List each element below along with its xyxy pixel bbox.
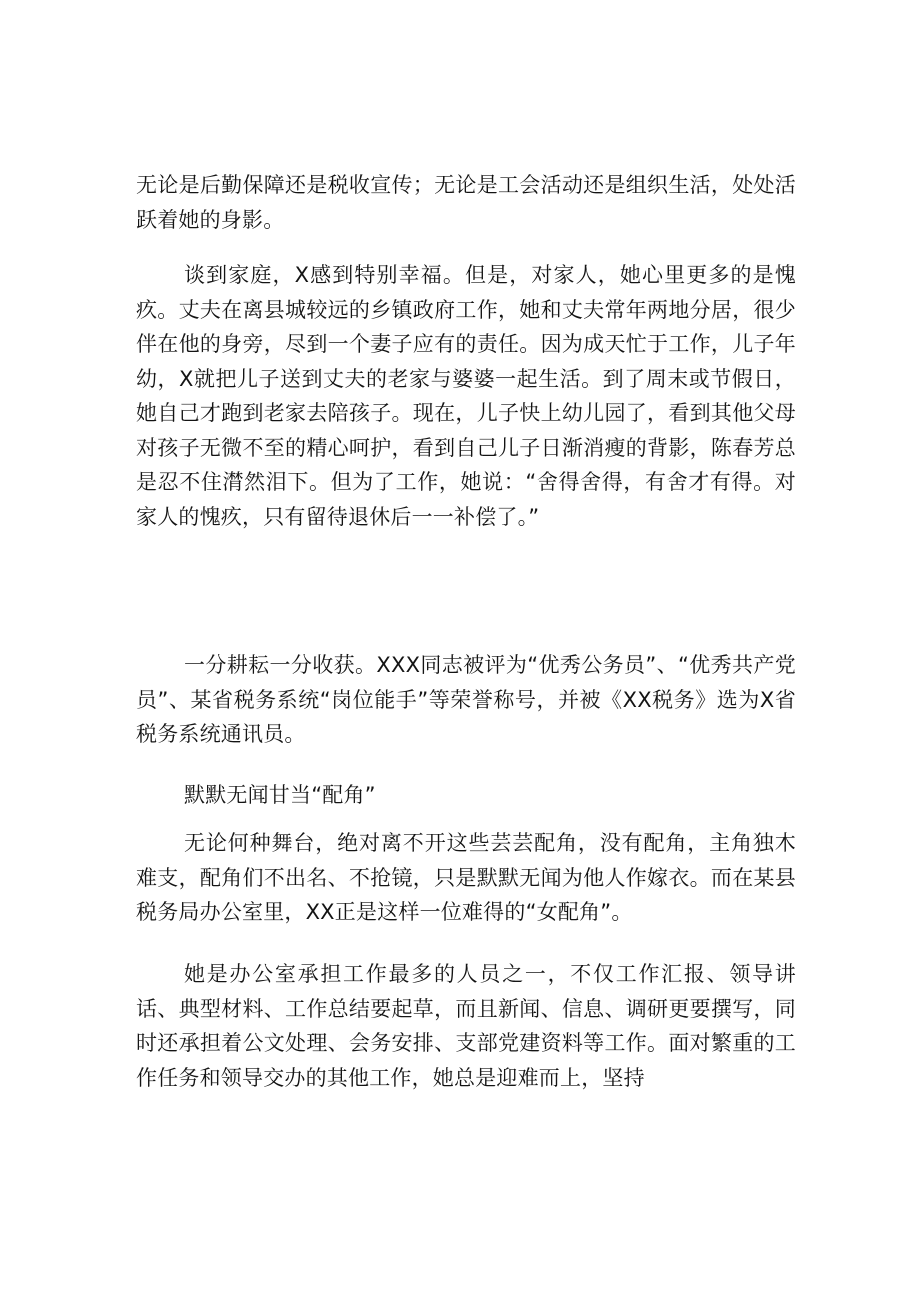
paragraph-supporting-role xyxy=(136,826,796,930)
paragraph-text: 一分耕耘一分收获。XXX同志被评为“优秀公务员”、“优秀共产党员”、某省税务系统“岗位能手”等荣誉称号，并被《XX税务》选为X省税务系统通讯员。 xyxy=(136,653,796,746)
paragraph-text: 无论何种舞台，绝对离不开这些芸芸配角，没有配角，主角独木难支，配角们不出名、不抢镜，只是默默无闻为他人作嫁衣。而在某县税务局办公室里，XX正是这样一位难得的“女配角”。 xyxy=(136,831,796,924)
paragraph-family xyxy=(136,258,796,534)
section-heading-text: 默默无闻甘当“配角” xyxy=(184,783,376,807)
paragraph-text: 谈到家庭，X感到特别幸福。但是，对家人，她心里更多的是愧疚。丈夫在离县城较远的乡镇政府工作，她和丈夫常年两地分居，很少伴在他的身旁，尽到一个妻子应有的责任。因为成天忙于工作，儿子年幼，X就把儿子送到丈夫的老家与婆婆一起生活。到了周末或节假日，她自己才跑到老家去陪孩子。现在，儿子快上幼儿园了，看到其他父母对孩子无微不至的精心呵护，看到自己儿子日渐消瘦的背影，陈春芳总是忍不住潸然泪下。但为了工作，她说：“舍得舍得，有舍才有得。对家人的愧疚，只有留待退休后一一补偿了。” xyxy=(136,263,796,529)
paragraph-office-work xyxy=(136,957,796,1095)
paragraph-text: 无论是后勤保障还是税收宣传；无论是工会活动还是组织生活，处处活跃着她的身影。 xyxy=(136,173,796,232)
paragraph-honors xyxy=(136,648,796,752)
section-heading xyxy=(136,778,796,813)
paragraph-logistics xyxy=(136,168,796,237)
paragraph-text: 她是办公室承担工作最多的人员之一，不仅工作汇报、领导讲话、典型材料、工作总结要起草，而且新闻、信息、调研更要撰写，同时还承担着公文处理、会务安排、支部党建资料等工作。面对繁重的工作任务和领导交办的其他工作，她总是迎难而上，坚持 xyxy=(136,962,796,1090)
